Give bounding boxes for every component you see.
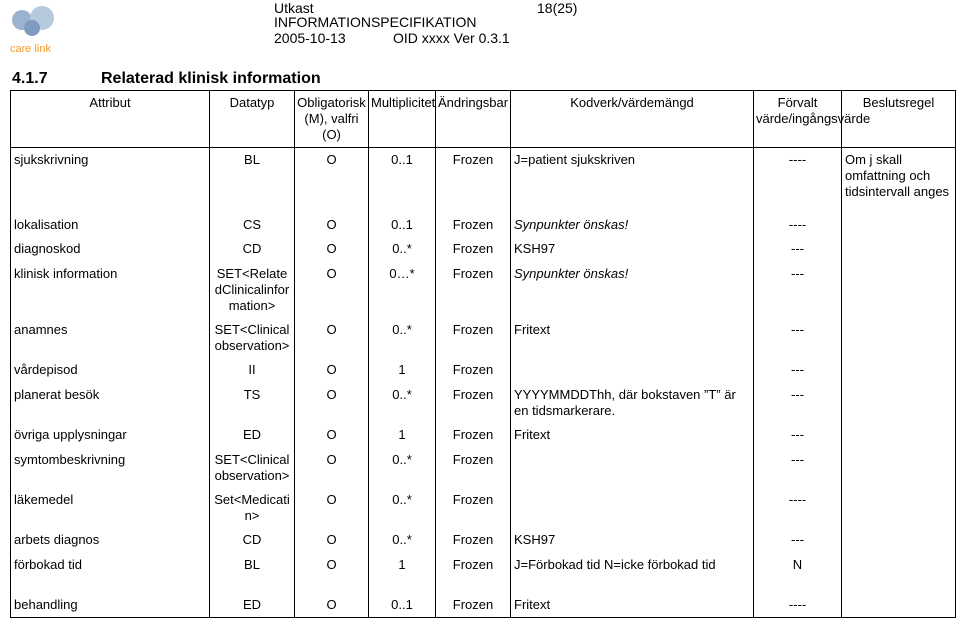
- cell-multiplicitet: 0..*: [369, 488, 436, 528]
- cell-kodverk: [511, 488, 754, 528]
- cell-kodverk: KSH97: [511, 237, 754, 262]
- cell-forvalt: ----: [754, 213, 842, 237]
- section-number: 4.1.7: [12, 70, 48, 87]
- table-row: [11, 488, 956, 528]
- cell-datatype: ED: [210, 423, 295, 448]
- cell-kodverk: Fritext: [511, 593, 754, 618]
- cell-forvalt: ---: [754, 262, 842, 318]
- cell-andringsbar: Frozen: [436, 553, 511, 593]
- cell-beslutsregel: [842, 593, 956, 618]
- cell-datatype: BL: [210, 148, 295, 213]
- cell-kodverk: Fritext: [511, 423, 754, 448]
- cell-multiplicitet: 1: [369, 358, 436, 383]
- cell-andringsbar: Frozen: [436, 237, 511, 262]
- cell-attribute: sjukskrivning: [11, 148, 210, 213]
- cell-kodverk: [511, 448, 754, 488]
- col-header: Förvalt värde/ingångsvärde: [754, 91, 842, 148]
- cell-multiplicitet: 1: [369, 423, 436, 448]
- col-header: Kodverk/värdemängd: [511, 91, 754, 148]
- cell-obligatorisk: O: [295, 383, 369, 423]
- page-number: 18(25): [537, 0, 578, 16]
- cell-attribute: läkemedel: [11, 488, 210, 528]
- cell-datatype: CS: [210, 213, 295, 237]
- cell-attribute: lokalisation: [11, 213, 210, 237]
- cell-kodverk: J=patient sjukskriven: [511, 148, 754, 213]
- table-row: [11, 237, 956, 262]
- cell-attribute: behandling: [11, 593, 210, 618]
- cell-andringsbar: Frozen: [436, 448, 511, 488]
- doc-oid: OID xxxx Ver 0.3.1: [393, 30, 510, 46]
- table-row: [11, 262, 956, 318]
- col-header: Beslutsregel: [842, 91, 956, 148]
- cell-beslutsregel: [842, 553, 956, 593]
- col-header: Ändringsbar: [436, 91, 511, 148]
- table-row: [11, 358, 956, 383]
- table-row: [11, 383, 956, 423]
- cell-beslutsregel: [842, 488, 956, 528]
- cell-andringsbar: Frozen: [436, 488, 511, 528]
- cell-obligatorisk: O: [295, 358, 369, 383]
- cell-obligatorisk: O: [295, 488, 369, 528]
- cell-forvalt: ---: [754, 423, 842, 448]
- col-header: Multiplicitet: [369, 91, 436, 148]
- cell-datatype: SET<Clinical observation>: [210, 448, 295, 488]
- cell-attribute: vårdepisod: [11, 358, 210, 383]
- cell-beslutsregel: [842, 448, 956, 488]
- cell-kodverk: [511, 358, 754, 383]
- table-row: [11, 213, 956, 237]
- cell-multiplicitet: 0..1: [369, 148, 436, 213]
- carelink-logo: [6, 4, 66, 56]
- cell-forvalt: ---: [754, 358, 842, 383]
- cell-andringsbar: Frozen: [436, 262, 511, 318]
- cell-multiplicitet: 0..*: [369, 383, 436, 423]
- section-title: Relaterad klinisk information: [101, 70, 321, 87]
- table-row: [11, 423, 956, 448]
- col-header: Attribut: [11, 91, 210, 148]
- doc-date: 2005-10-13: [274, 30, 346, 46]
- cell-datatype: SET<Relate dClinicalinfor mation>: [210, 262, 295, 318]
- cell-andringsbar: Frozen: [436, 358, 511, 383]
- doc-status: Utkast: [274, 0, 314, 16]
- cell-datatype: CD: [210, 528, 295, 553]
- cell-beslutsregel: Om j skall omfattning och tidsintervall anges: [842, 148, 956, 213]
- cell-forvalt: ---: [754, 237, 842, 262]
- col-header: Datatyp: [210, 91, 295, 148]
- cell-multiplicitet: 0..1: [369, 593, 436, 618]
- cell-attribute: övriga upplysningar: [11, 423, 210, 448]
- cell-kodverk: J=Förbokad tid N=icke förbokad tid: [511, 553, 754, 593]
- cell-forvalt: ---: [754, 383, 842, 423]
- cell-multiplicitet: 0..*: [369, 318, 436, 358]
- cell-forvalt: ----: [754, 148, 842, 213]
- cell-obligatorisk: O: [295, 318, 369, 358]
- cell-datatype: SET<Clinical observation>: [210, 318, 295, 358]
- cell-attribute: klinisk information: [11, 262, 210, 318]
- cell-kodverk: KSH97: [511, 528, 754, 553]
- doc-title: INFORMATIONSPECIFIKATION: [274, 14, 477, 30]
- cell-obligatorisk: O: [295, 593, 369, 618]
- cell-obligatorisk: O: [295, 262, 369, 318]
- cell-attribute: planerat besök: [11, 383, 210, 423]
- cell-beslutsregel: [842, 262, 956, 318]
- table-row: [11, 318, 956, 358]
- cell-andringsbar: Frozen: [436, 528, 511, 553]
- table-header-row: [11, 91, 956, 148]
- logo-text: care link: [10, 43, 51, 55]
- cell-andringsbar: Frozen: [436, 318, 511, 358]
- attribute-table: [10, 90, 956, 618]
- cell-beslutsregel: [842, 423, 956, 448]
- table-row: [11, 148, 956, 213]
- cell-attribute: diagnoskod: [11, 237, 210, 262]
- cell-andringsbar: Frozen: [436, 593, 511, 618]
- cell-beslutsregel: [842, 318, 956, 358]
- cell-forvalt: ----: [754, 593, 842, 618]
- cell-beslutsregel: [842, 237, 956, 262]
- cell-datatype: II: [210, 358, 295, 383]
- cell-attribute: anamnes: [11, 318, 210, 358]
- cell-forvalt: ---: [754, 448, 842, 488]
- cell-obligatorisk: O: [295, 213, 369, 237]
- cell-kodverk: YYYYMMDDThh, där bokstaven ”T” är en tidsmarkerare.: [511, 383, 754, 423]
- cell-multiplicitet: 0..*: [369, 448, 436, 488]
- cell-forvalt: ---: [754, 318, 842, 358]
- table-row: [11, 593, 956, 618]
- cell-attribute: förbokad tid: [11, 553, 210, 593]
- cell-obligatorisk: O: [295, 448, 369, 488]
- cell-obligatorisk: O: [295, 148, 369, 213]
- table-row: [11, 553, 956, 593]
- cell-andringsbar: Frozen: [436, 383, 511, 423]
- cell-beslutsregel: [842, 528, 956, 553]
- cell-kodverk: Synpunkter önskas!: [511, 213, 754, 237]
- cell-forvalt: ---: [754, 528, 842, 553]
- table-row: [11, 528, 956, 553]
- cell-forvalt: ----: [754, 488, 842, 528]
- col-header: Obligatorisk (M), valfri (O): [295, 91, 369, 148]
- cell-kodverk: Fritext: [511, 318, 754, 358]
- cell-datatype: TS: [210, 383, 295, 423]
- cell-multiplicitet: 0..*: [369, 237, 436, 262]
- cell-obligatorisk: O: [295, 528, 369, 553]
- cell-andringsbar: Frozen: [436, 423, 511, 448]
- table-row: [11, 448, 956, 488]
- cell-datatype: BL: [210, 553, 295, 593]
- cell-beslutsregel: [842, 358, 956, 383]
- cell-obligatorisk: O: [295, 553, 369, 593]
- cell-obligatorisk: O: [295, 237, 369, 262]
- cell-multiplicitet: 0…*: [369, 262, 436, 318]
- cell-datatype: ED: [210, 593, 295, 618]
- cell-datatype: Set<Medicati n>: [210, 488, 295, 528]
- cell-multiplicitet: 0..1: [369, 213, 436, 237]
- cell-multiplicitet: 1: [369, 553, 436, 593]
- cell-forvalt: N: [754, 553, 842, 593]
- cell-attribute: arbets diagnos: [11, 528, 210, 553]
- cell-attribute: symtombeskrivning: [11, 448, 210, 488]
- cell-beslutsregel: [842, 213, 956, 237]
- cell-multiplicitet: 0..*: [369, 528, 436, 553]
- cell-andringsbar: Frozen: [436, 213, 511, 237]
- cell-kodverk: Synpunkter önskas!: [511, 262, 754, 318]
- cell-obligatorisk: O: [295, 423, 369, 448]
- cell-datatype: CD: [210, 237, 295, 262]
- cell-beslutsregel: [842, 383, 956, 423]
- cell-andringsbar: Frozen: [436, 148, 511, 213]
